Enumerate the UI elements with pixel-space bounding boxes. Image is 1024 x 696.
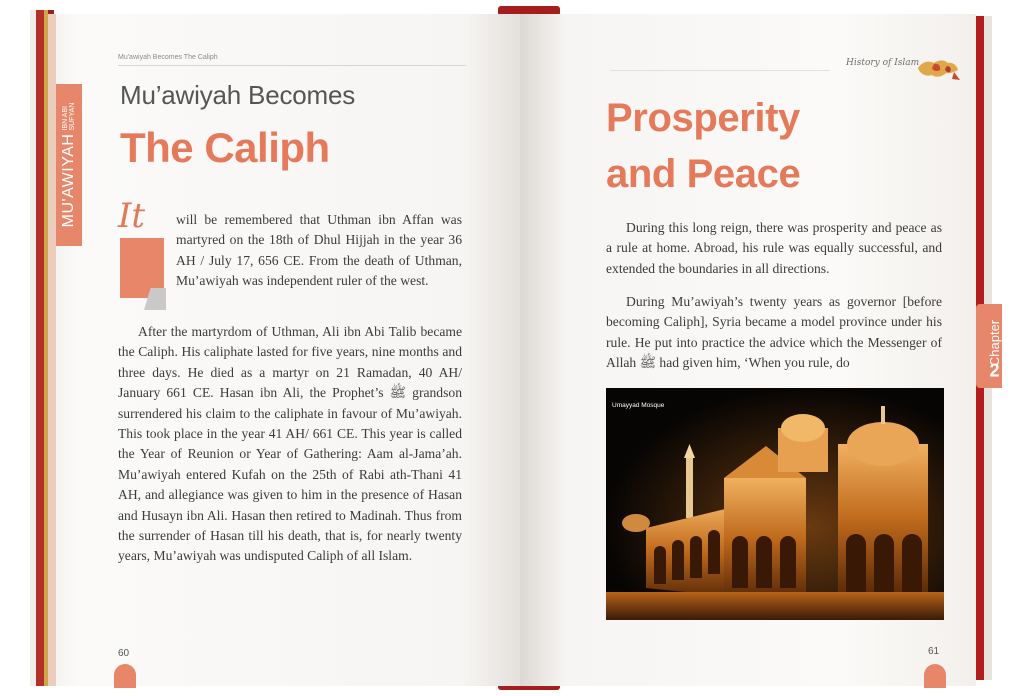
left-page <box>48 14 520 686</box>
page-number-right: 61 <box>928 646 940 657</box>
right-paragraph-2: During Mu’awiyah’s twenty years as governor [before becoming Caliph], Syria became a model province under his rule. He put into practice the advice which the Messenger of Allah ﷺ had given him, ‘When you rule, do <box>606 294 942 371</box>
side-tab-sub-line1: IBN ABI <box>62 106 69 131</box>
side-tab-label <box>56 84 82 246</box>
chapter-title-line1: Mu’awiyah Becomes <box>120 80 356 110</box>
running-header: Mu'awiyah Becomes The Caliph <box>118 54 218 61</box>
chapter-number: 2 <box>988 360 1000 381</box>
right-page <box>520 14 1002 686</box>
header-rule-right <box>610 70 830 71</box>
dropcap: It <box>118 196 146 236</box>
right-paragraph-1: During this long reign, there was prosperity and peace as a rule at home. Abroad, his rule was equally successful, and extended the boundaries in all directions. <box>606 220 942 276</box>
series-title: History of Islam <box>846 58 920 68</box>
chapter-tab-label <box>981 304 1007 388</box>
section-title-line2: and Peace <box>606 152 801 196</box>
map-icon <box>914 54 962 84</box>
photo-caption: Umayyad Mosque <box>612 402 665 409</box>
open-book <box>30 6 1002 690</box>
page-number-left: 60 <box>118 648 130 659</box>
side-tab-sub <box>62 103 76 131</box>
left-page-edge <box>48 14 56 686</box>
chapter-word: Chapter <box>986 319 1002 367</box>
main-paragraph: After the martyrdom of Uthman, Ali ibn Abi Talib became the Caliph. His caliphate lasted for five years, nine months and three days. He died as a martyr on 21 Ramadan, 40 AH/ January 661 CE. Hasan ibn Ali, the Prophet’s ﷺ grandson surrendered his claim to the caliphate in favour of Mu’awiyah. This took place in the year 41 AH/ 661 CE. This year is called the Year of Reunion or Year of Gathering: Aam al-Jama’ah. Mu’awiyah entered Kufah on the 25th of Rabi ath-Thani 41 AH, and allegiance was given to him in the presence of Hasan and Husayn ibn Ali. Hasan then retired to Madinah. Thus from the surrender of Hasan till his death, that is, for nearly twenty years, Mu’awiyah was undisputed Caliph of all Islam. <box>118 324 462 564</box>
mosque-photo <box>606 388 944 620</box>
section-title-line1: Prosperity <box>606 96 800 140</box>
mosque-illustration <box>606 388 944 620</box>
header-rule <box>118 65 466 66</box>
chapter-title-line2: The Caliph <box>120 124 330 171</box>
page-number-tab-right <box>924 664 946 688</box>
side-tab-main: MU'AWIYAH <box>60 133 77 228</box>
side-tab-sub-line2: SUFYAN <box>69 102 76 131</box>
page-number-tab-left <box>114 664 136 688</box>
intro-paragraph: will be remembered that Uthman ibn Affan was martyred on the 18th of Dhul Hijjah in the year 36 AH / July 17, 656 CE. From the death of Uthman, Mu’awiyah was independent ruler of the west. <box>176 212 462 289</box>
